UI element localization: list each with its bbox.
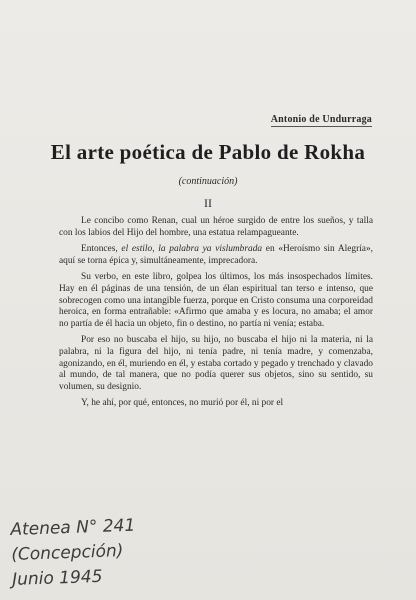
paragraph-text: Por eso no buscaba el hijo, su hijo, no buscaba el hijo ni la materia, ni la palabra, ni la figura del hijo, ni tenía padre, ni tenía madre, y comenzaba, agonizando, en él, muriendo en él, y estaba cortado y pegado y trenchado y clavado al mundo, de tal manera, que no podía querer sus objetos, sino su sentido, su volumen, su designio. xyxy=(59,335,373,392)
article-subtitle: (continuación) xyxy=(178,176,238,187)
paragraph-text: Su verbo, en este libro, golpea los últimos, los más insospechados límites. Hay en él páginas de una tensión, de un élan espiritual tan terso e intenso, que sobrecogen como una intangible fuerza, porque en Cristo consuma una corporeidad heroica, en forma entrañable: «Afirmo que amaba y es locura, no amaba; el amor no partía de él hacia un objeto, fin o destino, no partía ni venía; estaba. xyxy=(59,272,373,329)
paragraph xyxy=(59,216,373,239)
paragraph xyxy=(59,272,373,330)
paragraph-italic-text: el estilo, la palabra ya vislumbrada xyxy=(121,244,263,255)
article-title: El arte poética de Pablo de Rokha xyxy=(50,140,366,164)
handwritten-line: Atenea N° 241 xyxy=(10,515,136,540)
handwritten-line: (Concepción) xyxy=(10,541,124,565)
paragraph xyxy=(59,244,373,267)
paragraph-text: Le concibo como Renan, cual un héroe surgido de entre los sueños, y talla con los labios del Hijo del hombre, una estatua relampagueante. xyxy=(59,216,373,238)
paragraph-text: Y, he ahí, por qué, entonces, no murió por él, ni por el xyxy=(81,398,284,409)
paragraph-text: Entonces, xyxy=(81,244,122,255)
author-name: Antonio de Undurraga xyxy=(270,114,372,125)
paragraph xyxy=(59,398,373,410)
handwritten-note xyxy=(10,512,183,593)
paragraph xyxy=(59,335,373,393)
section-number: II xyxy=(204,196,212,210)
article-body xyxy=(59,216,373,415)
paragraph-text: en «Heroísmo sin Alegría», aquí se torna épica y, simultáneamente, imprecadora. xyxy=(59,244,373,266)
handwritten-line: Junio 1945 xyxy=(11,566,103,590)
